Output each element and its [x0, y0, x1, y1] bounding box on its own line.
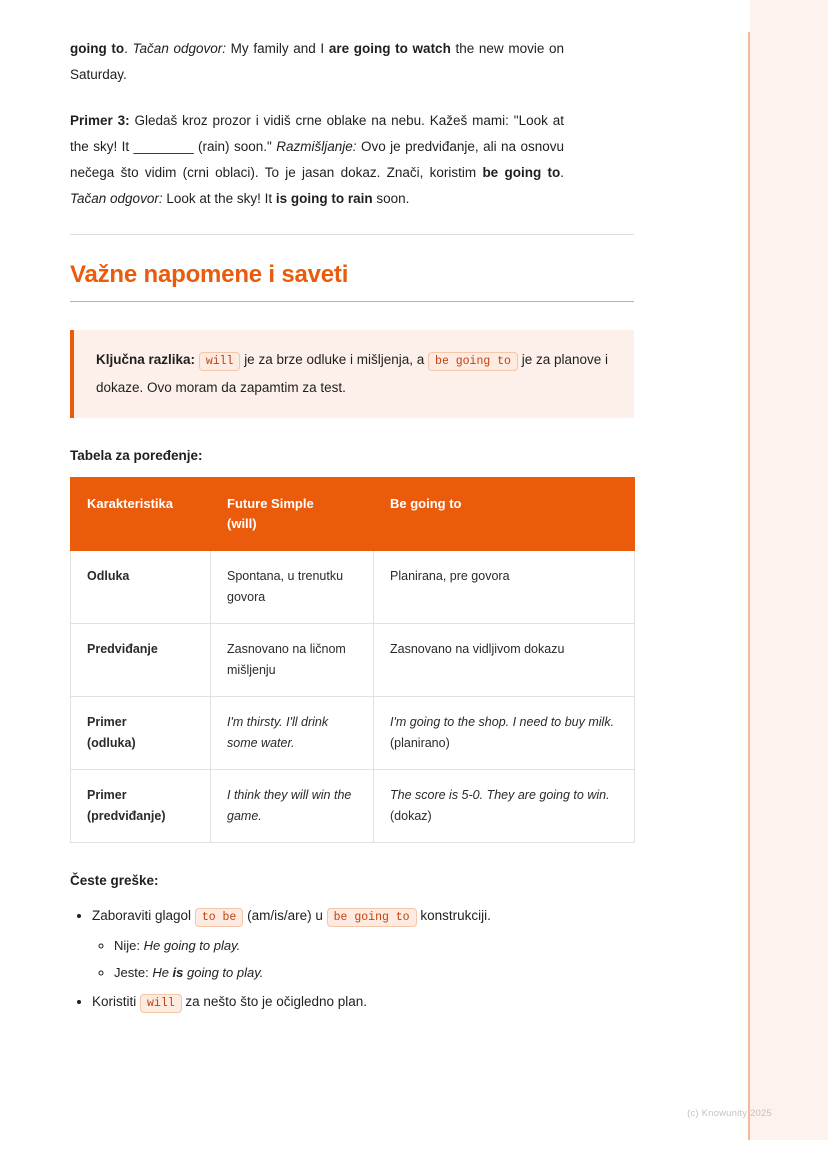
mistake-2-text-b: za nešto što je očigledno plan. — [185, 994, 368, 1009]
table-cell-going-to — [374, 770, 635, 843]
list-item — [92, 988, 564, 1018]
text-be-going-to-bold: be going to — [482, 165, 561, 180]
label-razmisljanje: Razmišljanje: — [276, 139, 357, 154]
table-row — [71, 624, 635, 697]
table-cell-will — [211, 770, 374, 843]
text-going-to-bold: going to — [70, 41, 125, 56]
text-tacan-odgovor-1: Tačan odgovor: — [132, 41, 227, 56]
table-cell-will — [211, 697, 374, 770]
mistake-1-sublist — [92, 932, 564, 986]
page-title: Važne napomene i saveti — [70, 261, 349, 288]
text-tacan-odgovor-2: Tačan odgovor: — [70, 191, 163, 206]
table-cell-going-to-note: (dokaz) — [390, 809, 432, 823]
list-item — [114, 932, 564, 959]
decorative-right-band — [750, 0, 828, 1140]
table-cell-going-to-note: (planirano) — [390, 736, 450, 750]
mistakes-label: Česte greške: — [70, 873, 159, 888]
table-cell-will-italic: I'm thirsty. I'll drink some water. — [227, 715, 329, 750]
mistake-2-text-a: Koristiti — [92, 994, 137, 1009]
table-cell-feature: Predviđanje — [71, 624, 211, 697]
section-divider — [70, 234, 634, 235]
table-row — [71, 551, 635, 624]
paragraph-continuation — [70, 36, 564, 88]
text-are-going-to-watch: are going to watch — [328, 41, 451, 56]
text-period-2: . — [560, 165, 564, 180]
table-cell-feature: Primer (odluka) — [71, 697, 211, 770]
mistake-1-text-a: Zaboraviti glagol — [92, 908, 192, 923]
sub-label-nije: Nije: — [114, 938, 141, 953]
sub-text-jeste-bold: is — [172, 965, 184, 980]
table-header-be-going-to: Be going to — [374, 478, 635, 551]
key-difference-callout — [70, 330, 634, 418]
list-item — [114, 959, 564, 986]
decorative-vertical-rule — [748, 32, 750, 1140]
title-underline — [70, 301, 634, 302]
table-cell-will-italic: I think they will win the game. — [227, 788, 352, 823]
table-row — [71, 697, 635, 770]
table-cell-going-to — [374, 697, 635, 770]
text-answer-lead-1: My family and I — [226, 41, 329, 56]
table-cell-going-to: Planirana, pre govora — [374, 551, 635, 624]
sub-text-jeste — [152, 965, 263, 980]
text-answer-tail-1: the new movie on Saturday. — [70, 41, 565, 82]
mistake-1-text-b: (am/is/are) u — [247, 908, 323, 923]
paragraph-primer-3 — [70, 108, 564, 212]
text-is-going-to-rain: is going to rain — [275, 191, 373, 206]
text-period: . — [124, 41, 133, 56]
copyright-footer: (c) Knowunity 2025 — [687, 1108, 772, 1119]
table-cell-going-to-italic: I'm going to the shop. I need to buy milk. — [390, 715, 615, 729]
table-label: Tabela za poređenje: — [70, 448, 203, 463]
label-primer-3: Primer 3: — [70, 113, 130, 128]
callout-lead: Ključna razlika: — [96, 352, 196, 367]
sub-text-nije: He going to play. — [143, 938, 241, 953]
callout-mid-text: je za brze odluke i mišljenja, a — [244, 352, 425, 367]
sub-text-jeste-pre: He — [152, 965, 173, 980]
table-cell-going-to-italic: The score is 5-0. They are going to win. — [390, 788, 610, 802]
code-will-2: will — [140, 994, 182, 1013]
text-answer-lead-2: Look at the sky! It — [162, 191, 276, 206]
code-will-1: will — [199, 352, 241, 371]
mistake-1-text-c: konstrukciji. — [420, 908, 491, 923]
sub-text-jeste-post: going to play. — [183, 965, 264, 980]
code-to-be: to be — [195, 908, 244, 927]
table-header-future-simple: Future Simple (will) — [211, 478, 374, 551]
text-primer-3-body: Gledaš kroz prozor i vidiš crne oblake na nebu. Kažeš mami: "Look at the sky! It ________ (rain) soon." — [70, 113, 564, 154]
list-item — [92, 902, 564, 986]
table-cell-feature: Odluka — [71, 551, 211, 624]
text-razmisljanje-body: Ovo je predviđanje, ali na osnovu nečega što vidim (crni oblaci). To je jasan dokaz. Znači, koristim — [70, 139, 564, 180]
table-cell-will: Zasnovano na ličnom mišljenju — [211, 624, 374, 697]
table-cell-will: Spontana, u trenutku govora — [211, 551, 374, 624]
table-cell-feature: Primer (predviđanje) — [71, 770, 211, 843]
comparison-table — [70, 477, 635, 843]
text-answer-tail-2: soon. — [372, 191, 410, 206]
code-be-going-to-1: be going to — [428, 352, 518, 371]
table-row — [71, 770, 635, 843]
table-header-karakteristika: Karakteristika — [71, 478, 211, 551]
mistakes-list — [70, 902, 564, 1018]
code-be-going-to-2: be going to — [327, 908, 417, 927]
table-header-row — [71, 478, 635, 551]
sub-label-jeste: Jeste: — [114, 965, 149, 980]
table-cell-going-to: Zasnovano na vidljivom dokazu — [374, 624, 635, 697]
callout-tail-text: je za planove i dokaze. Ovo moram da zapamtim za test. — [96, 352, 609, 395]
